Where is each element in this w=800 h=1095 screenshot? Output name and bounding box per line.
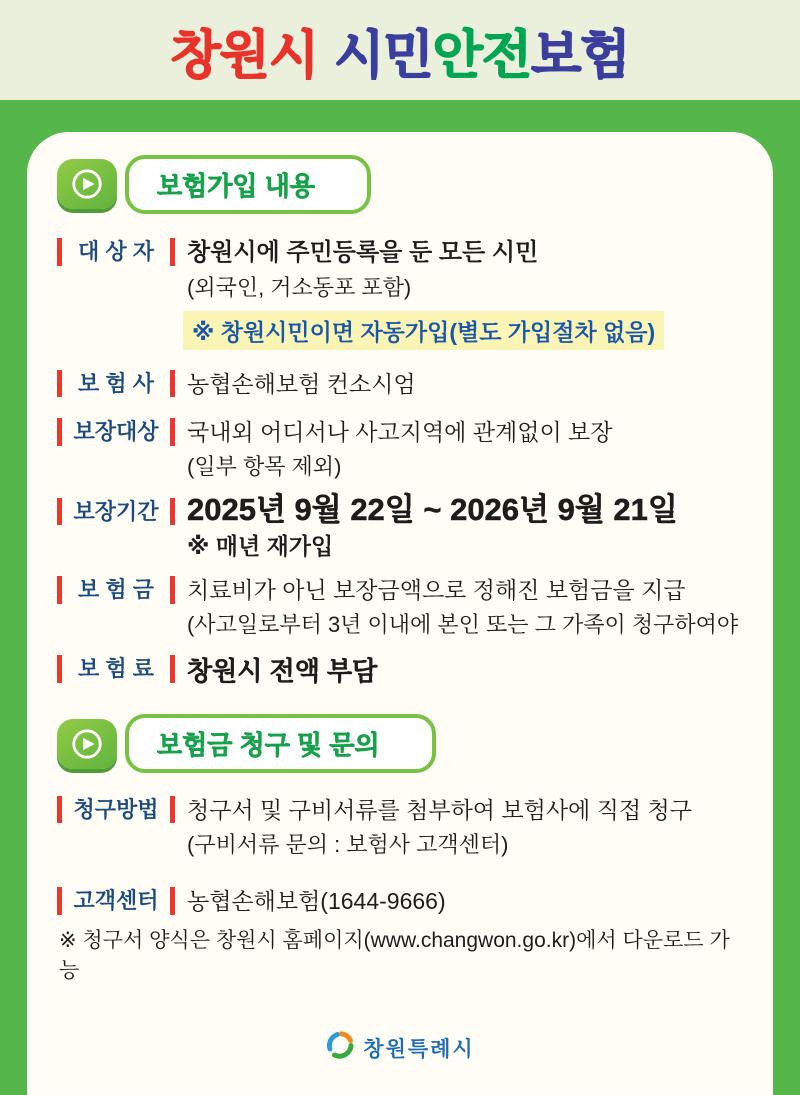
section-title-claims: 보험금 청구 및 문의 xyxy=(125,714,436,773)
row-premium xyxy=(57,655,743,688)
row-insurer xyxy=(57,370,743,399)
row-target xyxy=(57,238,743,350)
title-part-city: 창원시 xyxy=(170,26,319,85)
content-card xyxy=(27,132,773,1095)
row-coverage-target-label: 보장대상 xyxy=(57,418,175,446)
title-part-citizen: 시민 xyxy=(334,26,433,85)
row-coverage-period-value: 2025년 9월 22일 ~ 2026년 9월 21일 xyxy=(187,491,678,527)
section-header-enrollment xyxy=(57,156,743,212)
section-title-enrollment: 보험가입 내용 xyxy=(125,155,371,214)
row-target-label: 대 상 자 xyxy=(57,238,175,266)
row-coverage-target-value: 국내외 어디서나 사고지역에 관계없이 보장 xyxy=(187,419,613,446)
row-premium-label: 보 험 료 xyxy=(57,655,175,683)
row-insurer-value: 농협손해보험 컨소시엄 xyxy=(187,370,416,397)
changwon-swirl-logo-icon xyxy=(325,1030,355,1065)
section-header-claims xyxy=(57,716,743,772)
row-premium-value: 창원시 전액 부담 xyxy=(187,656,378,687)
row-customer-center-value: 농협손해보험(1644-9666) xyxy=(187,888,446,915)
row-coverage-period-label: 보장기간 xyxy=(57,498,175,526)
play-icon xyxy=(57,719,117,769)
row-benefit xyxy=(57,576,743,639)
title-part-insurance: 보험 xyxy=(531,26,630,85)
row-benefit-label: 보 험 금 xyxy=(57,576,175,604)
page-title xyxy=(170,13,629,88)
footer xyxy=(57,1030,743,1065)
row-claim-method xyxy=(57,796,743,859)
row-coverage-target-sub: (일부 항목 제외) xyxy=(187,454,342,480)
row-claim-method-label: 청구방법 xyxy=(57,796,175,824)
row-customer-center-label: 고객센터 xyxy=(57,887,175,915)
footer-logo-text: 창원특례시 xyxy=(363,1037,475,1061)
title-part-safety: 안전 xyxy=(432,26,532,85)
row-claim-method-value: 청구서 및 구비서류를 첨부하여 보험사에 직접 청구 xyxy=(187,796,692,823)
row-coverage-period-sub: ※ 매년 재가입 xyxy=(187,533,334,560)
row-coverage-target xyxy=(57,418,743,481)
row-insurer-label: 보 험 사 xyxy=(57,370,175,398)
row-coverage-period xyxy=(57,491,743,562)
row-claim-method-sub: (구비서류 문의 : 보험사 고객센터) xyxy=(187,831,509,857)
top-banner xyxy=(0,0,800,100)
row-target-highlight-note: ※ 창원시민이면 자동가입(별도 가입절차 없음) xyxy=(183,311,664,350)
row-target-sub: (외국인, 거소동포 포함) xyxy=(187,275,412,300)
row-customer-center xyxy=(57,887,743,984)
row-target-value: 창원시에 주민등록을 둔 모든 시민 xyxy=(187,239,539,266)
row-benefit-value: 치료비가 아닌 보장금액으로 정해진 보험금을 지급 xyxy=(187,577,686,604)
play-icon xyxy=(57,159,117,209)
row-benefit-sub: (사고일로부터 3년 이내에 본인 또는 그 가족이 청구하여야 xyxy=(187,611,739,637)
download-note: ※ 청구서 양식은 창원시 홈페이지(www.changwon.go.kr)에서 다운로드 가능 xyxy=(59,929,730,983)
